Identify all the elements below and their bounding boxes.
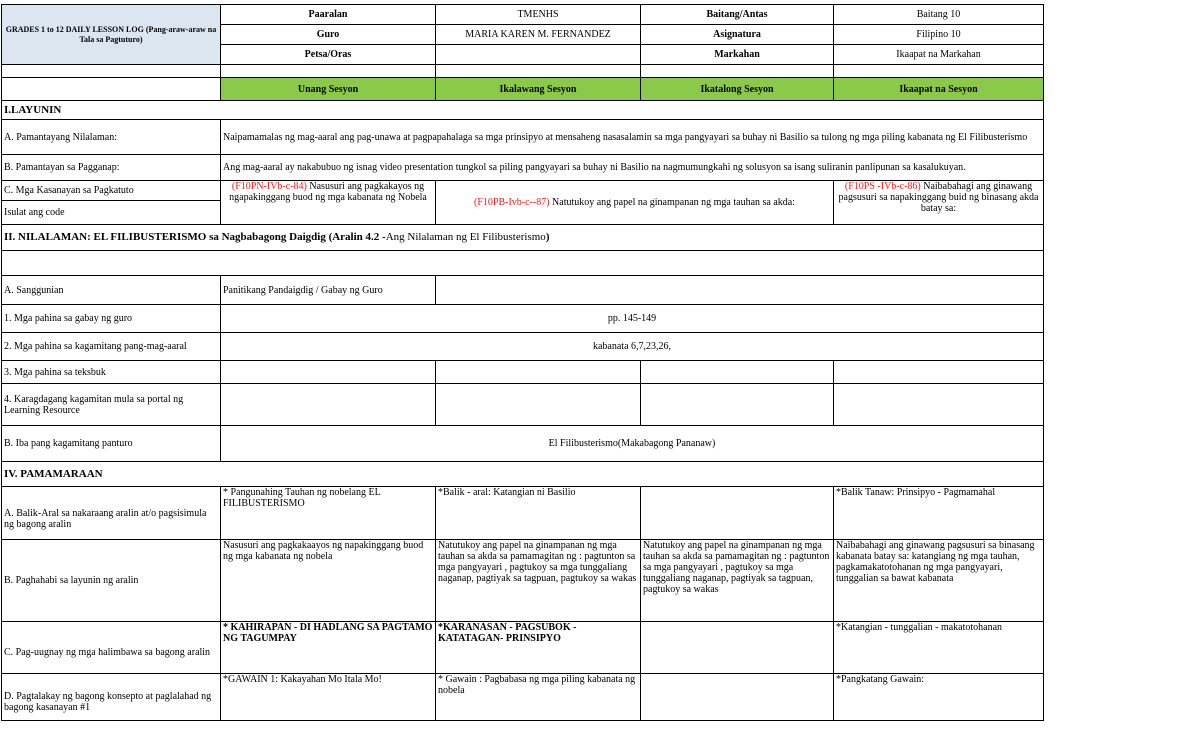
blank-cell [436,276,1044,305]
balik-aral-session-1: * Pangunahing Tauhan ng nobelang EL FILIBUSTERISMO [221,487,436,540]
learning-resource-label: 4. Karagdagang kagamitan mula sa portal ng Learning Resource [2,384,221,426]
kagamitang-mag-aaral-value: kabanata 6,7,23,26, [221,333,1044,361]
kasanayan-label: C. Mga Kasanayan sa Pagkatuto [2,181,221,201]
blank-cell [641,65,834,78]
teksbuk-label: 3. Mga pahina sa teksbuk [2,361,221,384]
pamantayan-pagganap-label: B. Pamantayan sa Pagganap: [2,155,221,181]
blank-cell [221,361,436,384]
markahan-label: Markahan [641,45,834,65]
pamantayang-nilalaman-label: A. Pamantayang Nilalaman: [2,120,221,155]
pamantayan-pagganap-text: Ang mag-aaral ay nakabubuo ng isnag video presentation tungkol sa piling pangyayari sa buhay ni Basilio na nagmumungkahi ng solusyon sa isang suliranin panlipunan sa kasalukuyan. [221,155,1044,181]
nilalaman-heading-normal: Ang Nilalaman ng El Filibusterismo [385,231,546,243]
blank-cell [436,384,641,426]
pagtalakay-session-2: * Gawain : Pagbabasa ng mga piling kabanata ng nobela [436,674,641,721]
competency-text: Nasusuri ang pagkakayos ng ngapakinggang buod ng mga kabanata ng Nobela [229,181,427,203]
guro-value: MARIA KAREN M. FERNANDEZ [436,25,641,45]
kasanayan-session-1 [221,181,436,225]
iba-pang-kagamitan-label: B. Iba pang kagamitang panturo [2,426,221,462]
paghahabi-session-3: Natutukoy ang papel na ginampanan ng mga tauhan sa akda sa pamamagitan ng : pagtunton sa mga pangyayari , pagtukoy sa mga tunggaliang naganap, pagtiyak sa tagpuan, pagtukoy sa wakas [641,540,834,622]
nilalaman-heading [2,225,1044,251]
paghahabi-session-2: Natutukoy ang papel na ginampanan ng mga tauhan sa akda sa pamamagitan ng : pagtunton sa mga pangyayari , pagtukoy sa mga tunggaliang naganap, pagtiyak sa tagpuan, pagtukoy sa wakas [436,540,641,622]
blank-cell [834,384,1044,426]
session-header-1: Unang Sesyon [221,78,436,101]
gabay-guro-label: 1. Mga pahina sa gabay ng guro [2,305,221,333]
blank-cell [436,65,641,78]
blank-cell [2,78,221,101]
isulat-code-label: Isulat ang code [2,201,221,225]
baitang-value: Baitang 10 [834,5,1044,25]
layunin-heading: I.LAYUNIN [2,101,1044,120]
petsa-label: Petsa/Oras [221,45,436,65]
pag-uugnay-label: C. Pag-uugnay ng mga halimbawa sa bagong aralin [2,622,221,674]
blank-cell [221,384,436,426]
pagtalakay-session-4: *Pangkatang Gawain: [834,674,1044,721]
competency-code: (F10PS -IVb-c-86) [844,181,921,192]
blank-cell [641,384,834,426]
blank-cell [834,361,1044,384]
pamantayang-nilalaman-text: Naipamamalas ng mag-aaral ang pag-unawa at pagpapahalaga sa mga prinsipyo at mensaheng nasasalamin sa mga pangyayari sa buhay ni Basilio sa tulong ng mga piling kabanata ng El Filibusterismo [221,120,1044,155]
blank-cell [641,361,834,384]
competency-code: (F10PN-IVb-c-84) [231,181,307,192]
kasanayan-session-4 [834,181,1044,225]
paghahabi-session-4: Naibabahagi ang ginawang pagsusuri sa binasang kabanata batay sa: katangiang ng mga tauhan, pagkamakatotohanan ng mga pangyayari, tunggalian sa bawat kabanata [834,540,1044,622]
blank-cell [641,487,834,540]
balik-aral-session-2: *Balik - aral: Katangian ni Basilio [436,487,641,540]
markahan-value: Ikaapat na Markahan [834,45,1044,65]
asignatura-value: Filipino 10 [834,25,1044,45]
nilalaman-heading-bold: II. NILALAMAN: EL FILIBUSTERISMO sa Nagbabagong Daigdig (Aralin 4.2 - [4,231,386,243]
session-header-4: Ikaapat na Sesyon [834,78,1044,101]
petsa-value [436,45,641,65]
blank-cell [641,674,834,721]
blank-cell [436,361,641,384]
competency-text: Natutukoy ang papel na ginampanan ng mga tauhan sa akda: [549,197,796,208]
baitang-label: Baitang/Antas [641,5,834,25]
pagtalakay-session-1: *GAWAIN 1: Kakayahan Mo Itala Mo! [221,674,436,721]
balik-aral-session-4: *Balik Tanaw: Prinsipyo - Pagmamahal [834,487,1044,540]
session-header-2: Ikalawang Sesyon [436,78,641,101]
paghahabi-label: B. Paghahabi sa layunin ng aralin [2,540,221,622]
log-title: GRADES 1 to 12 DAILY LESSON LOG (Pang-araw-araw na Tala sa Pagtuturo) [2,5,221,65]
pagtalakay-label: D. Pagtalakay ng bagong konsepto at paglalahad ng bagong kasanayan #1 [2,674,221,721]
balik-aral-label: A. Balik-Aral sa nakaraang aralin at/o pagsisimula ng bagong aralin [2,487,221,540]
session-header-3: Ikatalong Sesyon [641,78,834,101]
sanggunian-label: A. Sanggunian [2,276,221,305]
blank-cell [221,65,436,78]
iba-pang-kagamitan-value: El Filibusterismo(Makabagong Pananaw) [221,426,1044,462]
paghahabi-session-1: Nasusuri ang pagkakaayos ng napakinggang buod ng mga kabanata ng nobela [221,540,436,622]
paaralan-label: Paaralan [221,5,436,25]
pag-uugnay-session-2: *KARANASAN - PAGSUBOK - KATATAGAN- PRINSIPYO [436,622,641,674]
guro-label: Guro [221,25,436,45]
blank-cell [2,65,221,78]
blank-cell [834,65,1044,78]
kagamitang-mag-aaral-label: 2. Mga pahina sa kagamitang pang-mag-aaral [2,333,221,361]
competency-text: Naibabahagi ang ginawang pagsusuri sa napakinggang buid ng binasang akda batay sa: [838,181,1039,214]
blank-row [2,251,1044,276]
daily-lesson-log-table [1,4,1044,721]
sanggunian-value: Panitikang Pandaigdig / Gabay ng Guro [221,276,436,305]
pamamaraan-heading: IV. PAMAMARAAN [2,462,1044,487]
pag-uugnay-session-4: *Katangian - tunggalian - makatotohanan [834,622,1044,674]
nilalaman-heading-end: ) [545,231,550,243]
kasanayan-session-2-3 [436,181,834,225]
paaralan-value: TMENHS [436,5,641,25]
competency-code: (F10PB-Ivb-c--87) [473,197,550,208]
pag-uugnay-session-1: * KAHIRAPAN - DI HADLANG SA PAGTAMO NG TAGUMPAY [221,622,436,674]
asignatura-label: Asignatura [641,25,834,45]
gabay-guro-value: pp. 145-149 [221,305,1044,333]
blank-cell [641,622,834,674]
